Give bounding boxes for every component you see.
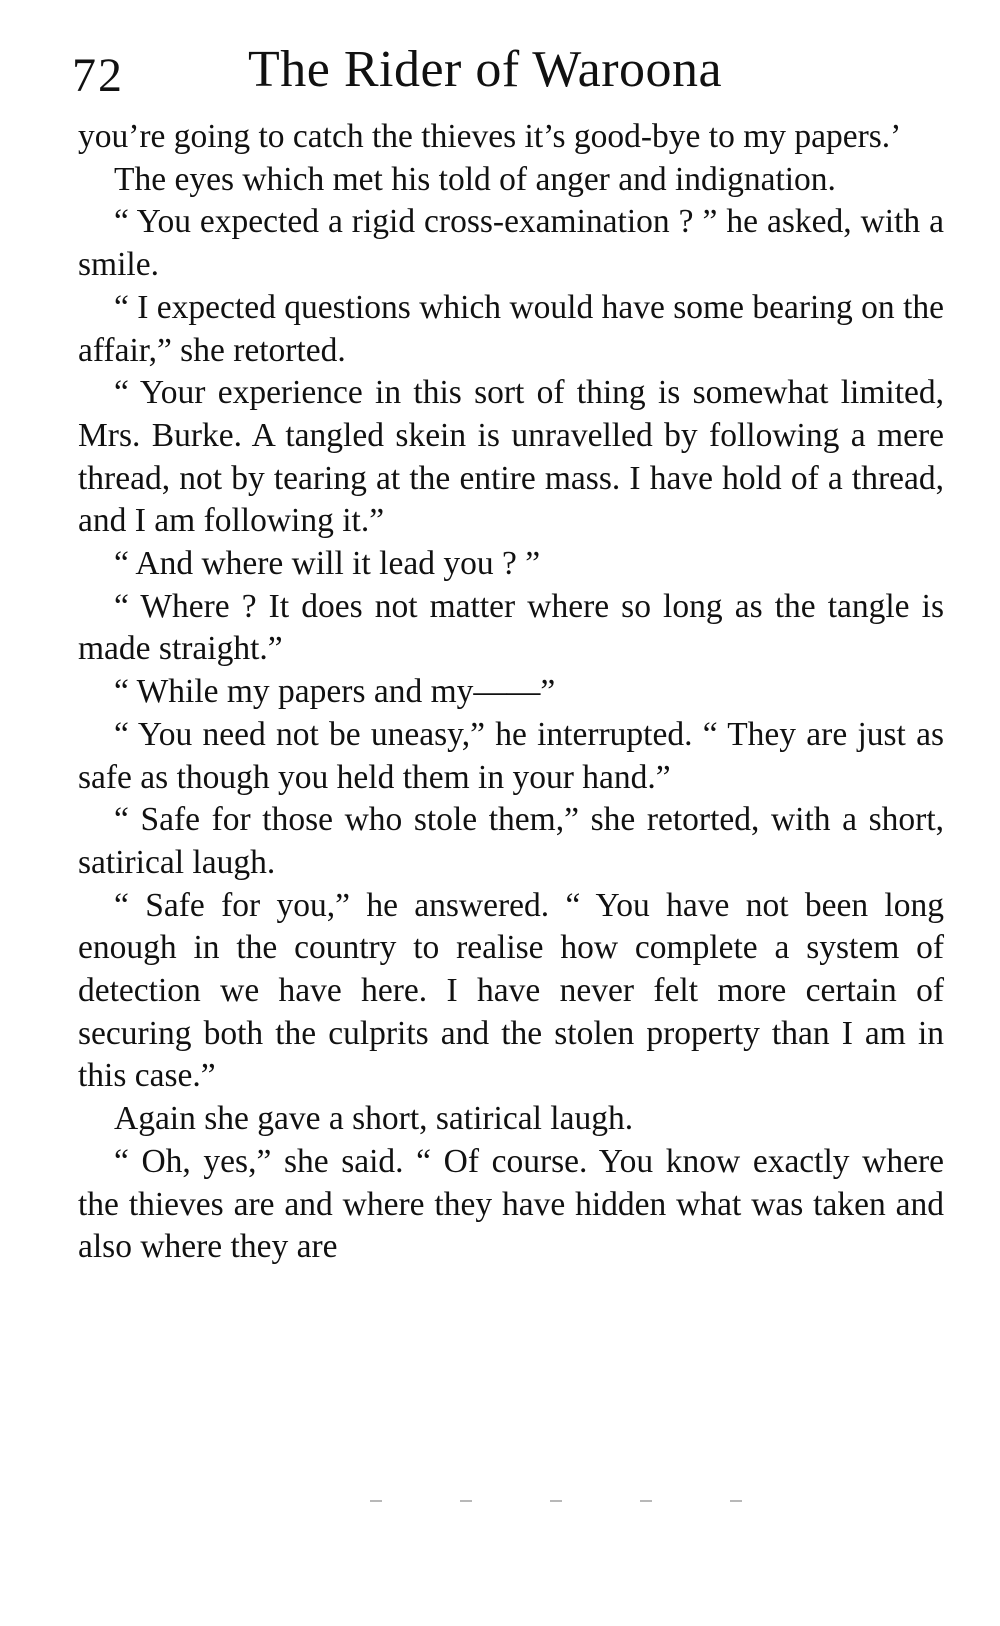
running-head — [72, 30, 944, 116]
paragraph: “ Your experience in this sort of thing is somewhat limited, Mrs. Burke. A tangled skein is unravelled by following a mere thread, not by tearing at the entire mass. I have hold of a thread, and I am following it.” — [78, 374, 944, 540]
paragraph: “ I expected questions which would have some bearing on the affair,” she retorted. — [78, 288, 944, 369]
paragraph-continuation: you’re going to catch the thieves it’s good-bye to my papers.’ — [78, 118, 902, 155]
paragraph: “ You expected a rigid cross-examination ? ” he asked, with a smile. — [78, 203, 944, 284]
bleed-through-trace — [370, 1500, 810, 1502]
page-number: 72 — [72, 49, 124, 102]
book-page — [72, 30, 944, 1269]
paragraph: “ Safe for you,” he answered. “ You have not been long enough in the country to realise how complete a system of detection we have here. I have never felt more certain of securing both the culprits and the stolen property than I am in this case.” — [78, 886, 944, 1095]
paragraph: “ Safe for those who stole them,” she retorted, with a short, satirical laugh. — [78, 801, 944, 881]
paragraph: “ You need not be uneasy,” he interrupted. “ They are just as safe as though you held them in your hand.” — [78, 715, 944, 796]
paragraph: “ And where will it lead you ? ” — [114, 545, 541, 583]
body-text — [78, 116, 944, 1269]
paragraph: “ Oh, yes,” she said. “ Of course. You know exactly where the thieves are and where they have hidden what was taken and also where they are — [78, 1142, 944, 1266]
running-title: The Rider of Waroona — [248, 41, 723, 98]
paragraph: “ While my papers and my——” — [114, 673, 556, 711]
paragraph: “ Where ? It does not matter where so long as the tangle is made straight.” — [78, 587, 944, 668]
paragraph: Again she gave a short, satirical laugh. — [114, 1100, 634, 1138]
paragraph: The eyes which met his told of anger and indignation. — [114, 160, 836, 198]
